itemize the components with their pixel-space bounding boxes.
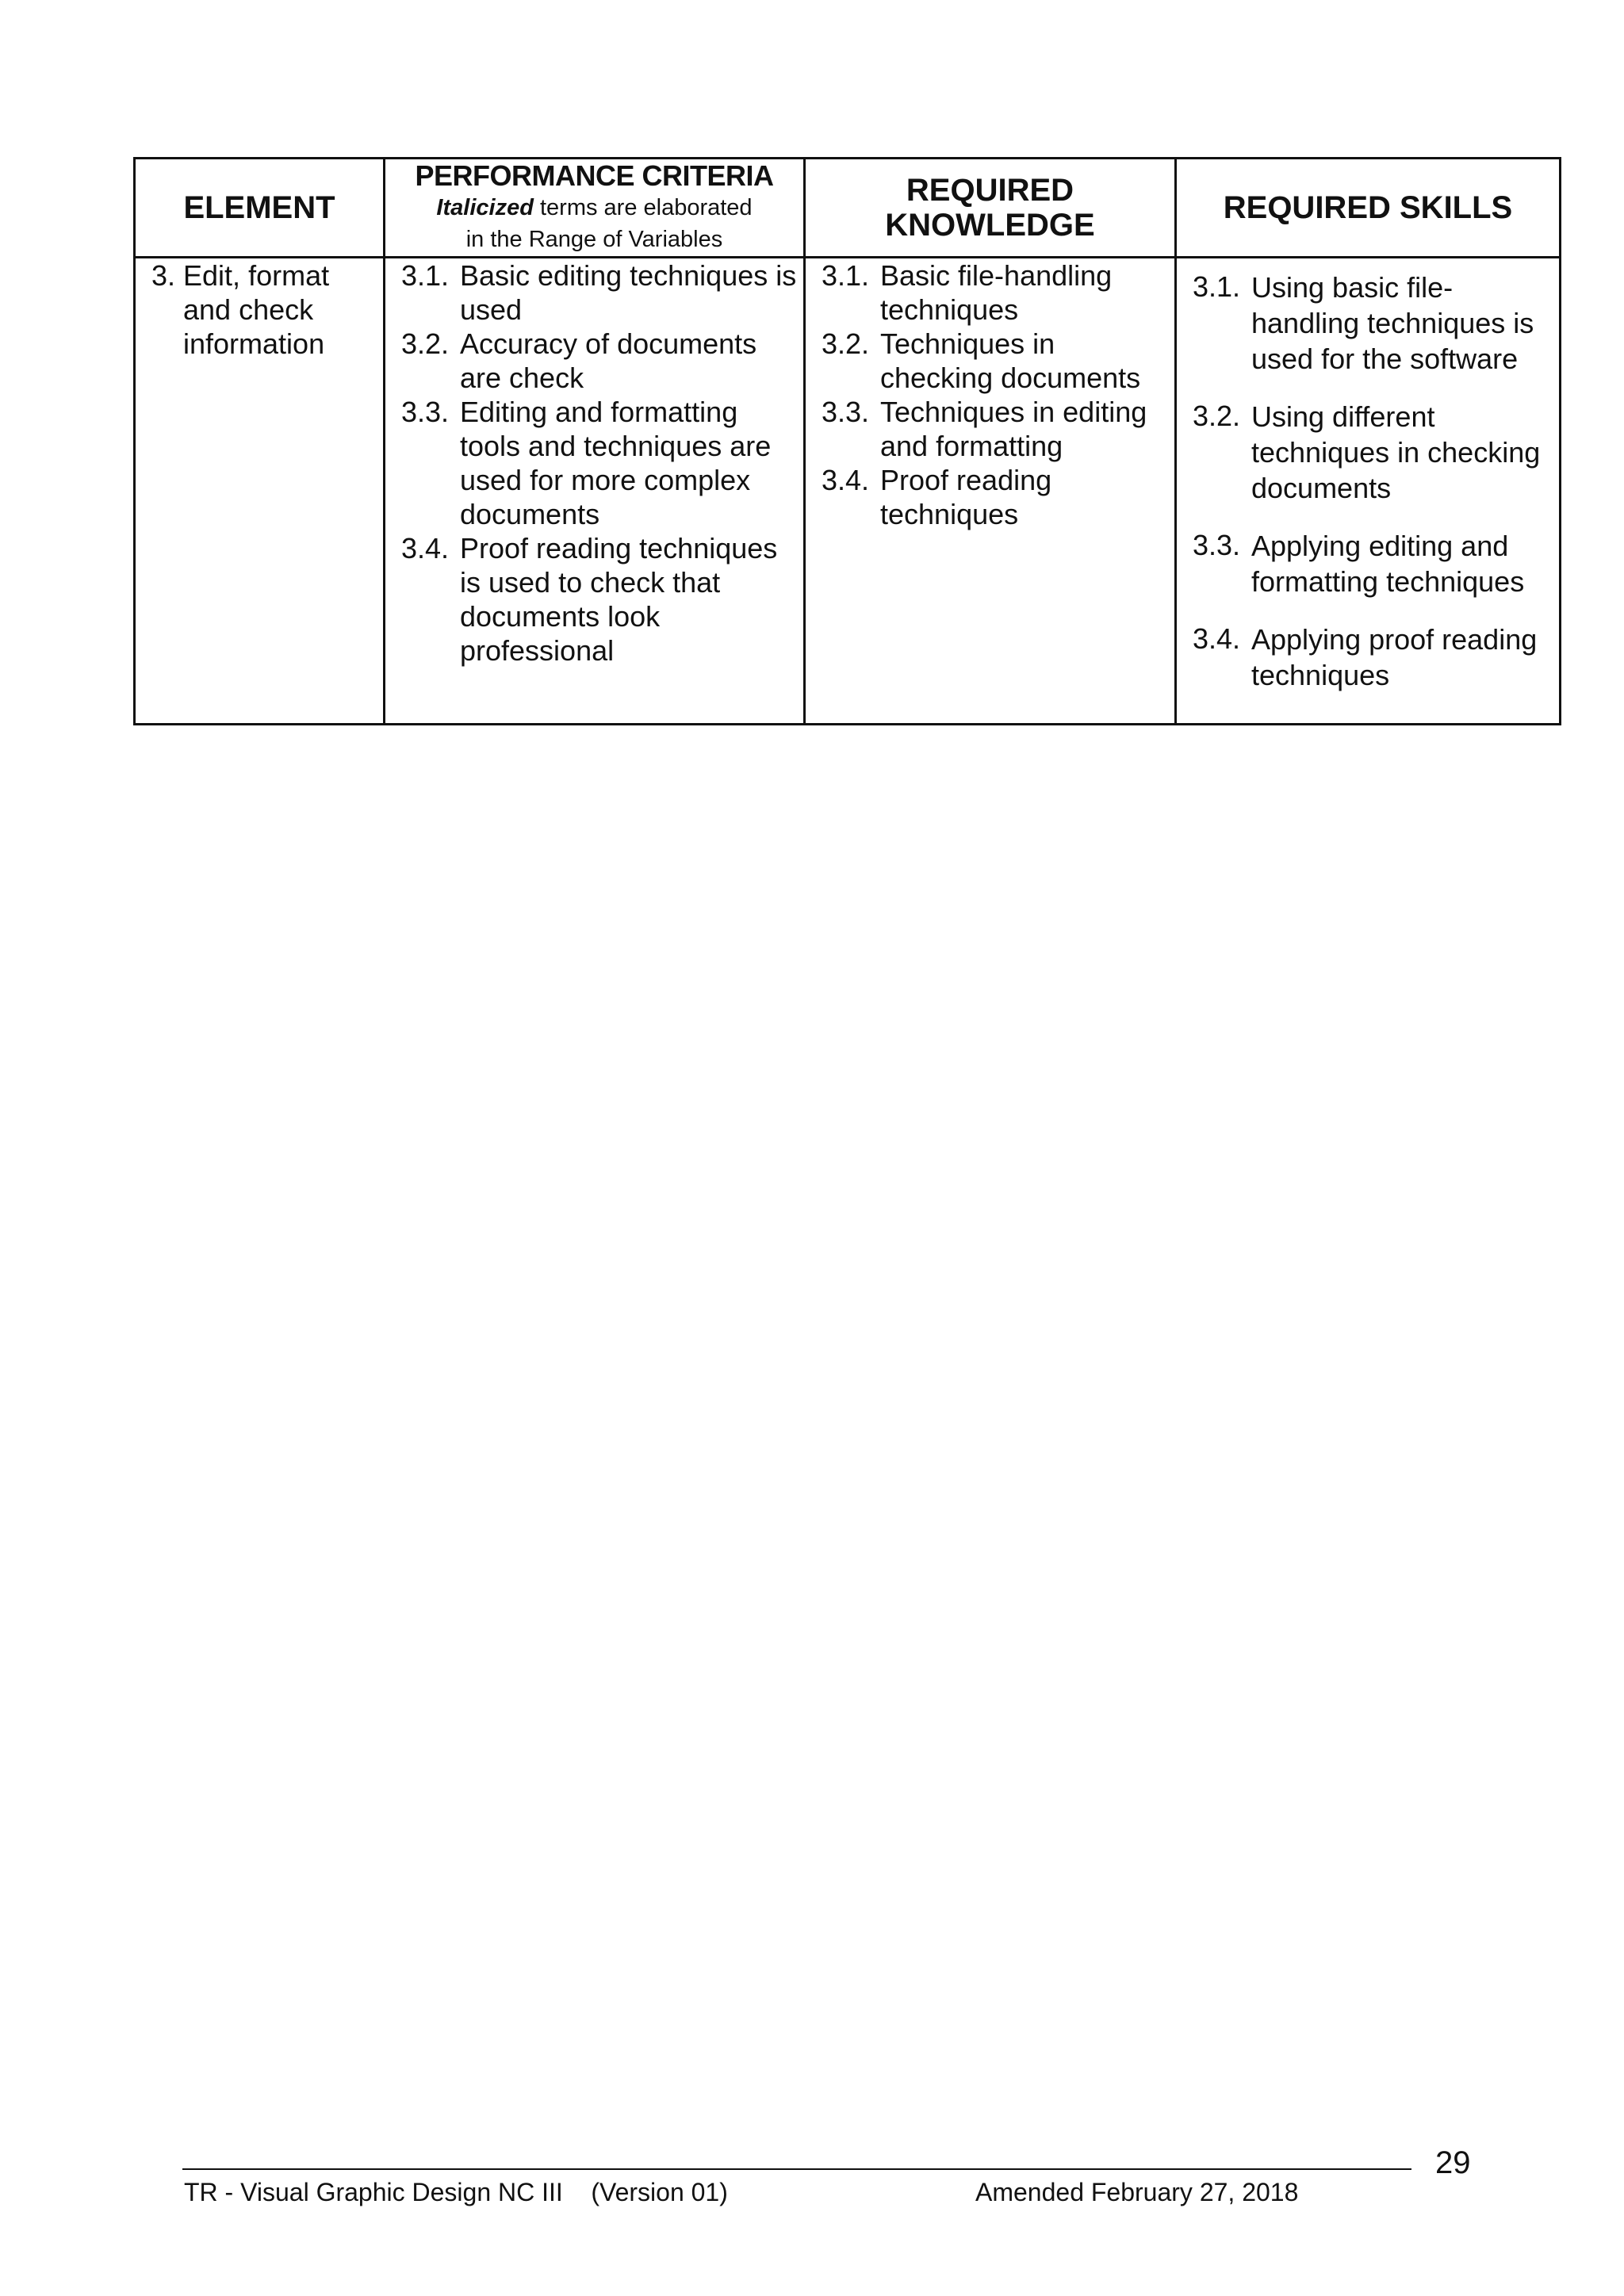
element-line-1: 3. Edit, format	[151, 259, 330, 292]
cell-required-skills	[1176, 258, 1561, 725]
required-knowledge-list	[806, 258, 1174, 531]
list-item	[401, 395, 799, 531]
item-text: Techniques in checking documents	[880, 327, 1141, 394]
item-text: Techniques in editing and formatting	[880, 396, 1147, 462]
element-line-3: information	[183, 327, 325, 360]
element-line-2: and check	[183, 293, 314, 326]
list-item	[1193, 622, 1554, 693]
table-row	[135, 258, 1561, 725]
footer-rule	[182, 2168, 1411, 2170]
item-text: Applying editing and formatting techniques	[1251, 530, 1525, 598]
item-text: Using basic file-handling techniques is used for the software	[1251, 271, 1534, 375]
page-number: 29	[1435, 2145, 1471, 2180]
list-item	[1193, 399, 1554, 506]
item-number: 3.2.	[1193, 400, 1241, 432]
header-element	[135, 159, 385, 258]
footer-document-title: TR - Visual Graphic Design NC III (Version 01)	[184, 2178, 728, 2206]
item-number: 3.2.	[401, 327, 450, 360]
table-header-row	[135, 159, 1561, 258]
item-text: Proof reading techniques is used to check that documents look professional	[460, 532, 778, 667]
cell-performance-criteria	[385, 258, 805, 725]
item-number: 3.4.	[822, 464, 870, 496]
item-text: Accuracy of documents are check	[460, 327, 757, 394]
list-item	[1193, 528, 1554, 599]
item-text: Basic file-handling techniques	[880, 259, 1113, 326]
footer-amended-date: Amended February 27, 2018	[975, 2178, 1299, 2206]
footer	[184, 2177, 1421, 2267]
header-required-knowledge-line2: KNOWLEDGE	[885, 208, 1095, 243]
list-item	[401, 531, 799, 668]
list-item	[401, 258, 799, 327]
list-item	[822, 327, 1170, 395]
header-required-knowledge-line1: REQUIRED	[906, 173, 1074, 208]
item-text: Proof reading techniques	[880, 464, 1052, 530]
header-required-skills-label: REQUIRED SKILLS	[1223, 190, 1513, 225]
header-performance-criteria	[385, 159, 805, 258]
item-text: Applying proof reading techniques	[1251, 623, 1538, 691]
performance-criteria-list	[385, 258, 803, 668]
list-item	[822, 258, 1170, 327]
competency-table	[133, 157, 1561, 725]
list-item	[1193, 270, 1554, 377]
header-required-knowledge	[805, 159, 1176, 258]
list-item	[822, 395, 1170, 463]
performance-criteria-note-line2: in the Range of Variables	[465, 227, 723, 252]
item-number: 3.1.	[822, 259, 870, 292]
list-item	[822, 463, 1170, 531]
cell-element	[135, 258, 385, 725]
item-number: 3.2.	[822, 327, 870, 360]
cell-required-knowledge	[805, 258, 1176, 725]
list-item	[401, 327, 799, 395]
item-number: 3.1.	[401, 259, 450, 292]
competency-table-wrapper	[133, 157, 1559, 725]
item-text: Using different techniques in checking documents	[1251, 400, 1541, 504]
item-number: 3.3.	[822, 396, 870, 428]
item-number: 3.1.	[1193, 270, 1241, 303]
item-text: Basic editing techniques is used	[460, 259, 797, 326]
element-text	[136, 258, 383, 361]
item-text: Editing and formatting tools and techniques are used for more complex documents	[460, 396, 772, 530]
required-skills-list	[1177, 258, 1559, 693]
performance-criteria-title: PERFORMANCE CRITERIA	[415, 159, 774, 192]
item-number: 3.3.	[401, 396, 450, 428]
item-number: 3.4.	[401, 532, 450, 564]
performance-criteria-note	[390, 192, 799, 224]
performance-criteria-note-rest: terms are elaborated	[533, 195, 753, 220]
item-number: 3.4.	[1193, 622, 1241, 655]
italicized-word: Italicized	[436, 195, 534, 220]
item-number: 3.3.	[1193, 529, 1241, 561]
header-element-label: ELEMENT	[183, 190, 335, 225]
header-required-skills	[1176, 159, 1561, 258]
